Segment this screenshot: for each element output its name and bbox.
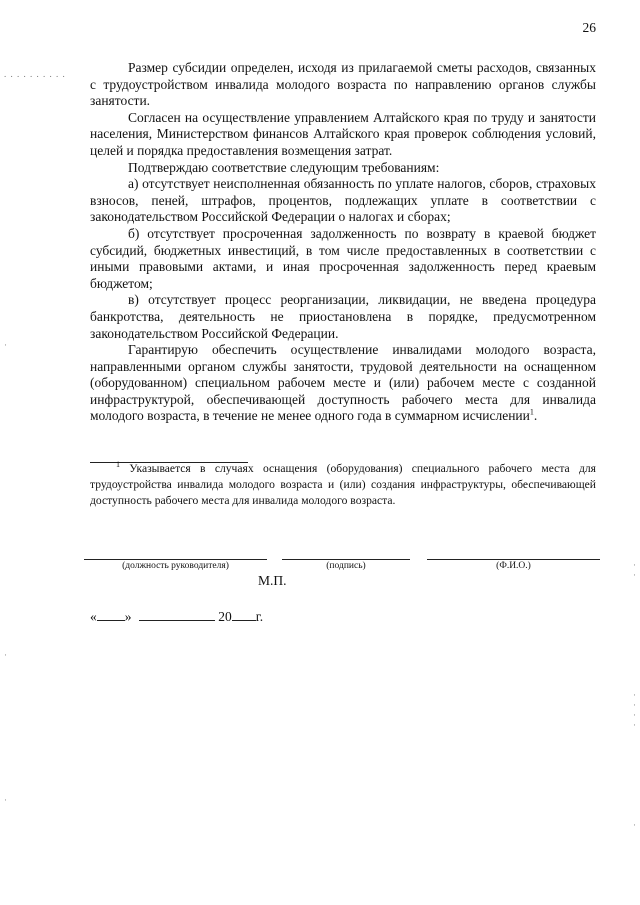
date-close-quote: » <box>124 609 132 624</box>
footnote-text: Указывается в случаях оснащения (оборудования) специального рабочего места для трудоустройства инвалида молодого возраста и (или) создания инфраструктуры, обеспечивающей доступность рабочего места для инвалида молодого возраста. <box>90 462 596 507</box>
date-line <box>90 608 263 625</box>
page-number: 26 <box>582 20 596 35</box>
left-edge-mark-1: · <box>4 340 7 350</box>
paragraph-requirements-intro: Подтверждаю соответствие следующим требованиям: <box>128 159 440 175</box>
paragraph-requirement-a: а) отсутствует неисполненная обязанность по уплате налогов, сборов, страховых взносов, пеней, штрафов, процентов, подлежащих уплате в соответствии с законодательством Российской Федерации о налогах и сборах; <box>90 176 596 225</box>
paragraph-requirement-b: б) отсутствует просроченная задолженность по возврату в краевой бюджет субсидий, бюджетных инвестиций, в том числе предоставленных в соответствии с иными правовыми актами, и иная просроченная задолженность перед краевым бюджетом; <box>90 225 596 291</box>
document-body <box>90 60 596 425</box>
paragraph-guarantee-period: . <box>533 408 538 424</box>
right-edge-mark-2: · · · · <box>633 690 636 730</box>
name-signature-line[interactable] <box>427 559 600 560</box>
signature-caption: (подпись) <box>326 561 366 571</box>
paragraph-requirement-c: в) отсутствует процесс реорганизации, ликвидации, не введена процедура банкротства, деятельность не приостановлена в порядке, предусмотренном законодательством Российской Федерации. <box>90 292 596 341</box>
footnote-reference: 1 <box>529 407 534 417</box>
date-open-quote: « <box>90 609 97 624</box>
day-blank[interactable] <box>97 608 125 621</box>
position-caption: (должность руководителя) <box>122 561 229 571</box>
right-edge-mark-3: · <box>633 820 636 830</box>
left-margin-mark: . . . . . . . . . . <box>4 69 66 79</box>
paragraph-guarantee <box>90 342 596 425</box>
left-edge-mark-2: · <box>4 650 7 660</box>
year-blank[interactable] <box>232 608 256 621</box>
left-edge-mark-3: · <box>4 795 7 805</box>
year-suffix: г. <box>255 609 264 624</box>
paragraph-guarantee-text: Гарантирую обеспечить осуществление инвалидами молодого возраста, направленными органом службы занятости, трудовой деятельности на оснащенном (оборудованном) специальном рабочем месте и (или) рабочем месте с созданной инфраструктурой, обеспечивающей доступность рабочего места для инвалида молодого возраста, в течение не менее одного года в суммарном исчислении <box>90 342 596 424</box>
signature-line[interactable] <box>282 559 410 560</box>
footnote-marker: 1 <box>116 460 120 470</box>
month-blank[interactable] <box>139 608 215 621</box>
year-prefix: 20 <box>218 609 232 624</box>
paragraph-subsidy-size: Размер субсидии определен, исходя из прилагаемой сметы расходов, связанных с трудоустройством инвалида молодого возраста по направлению органов службы занятости. <box>90 60 596 109</box>
footnote <box>90 461 596 509</box>
position-signature-line[interactable] <box>84 559 267 560</box>
right-edge-mark-1: · · <box>633 560 636 580</box>
stamp-place: М.П. <box>258 573 287 588</box>
paragraph-inspection-consent: Согласен на осуществление управлением Алтайского края по труду и занятости населения, Министерством финансов Алтайского края проверок соблюдения условий, целей и порядка предоставления возмещения затрат. <box>90 109 596 158</box>
name-caption: (Ф.И.О.) <box>496 561 531 571</box>
